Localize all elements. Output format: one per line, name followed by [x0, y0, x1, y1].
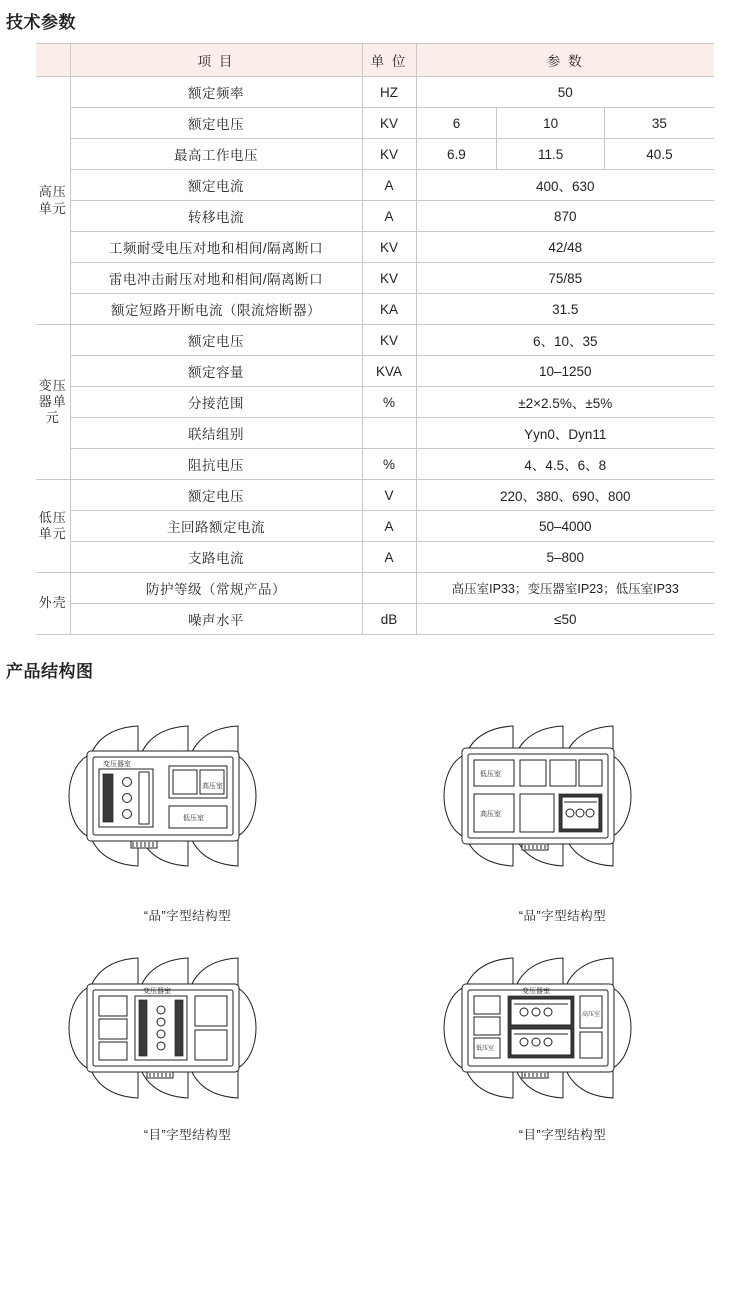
cell-item: 额定电压	[70, 325, 362, 356]
label-hv-room: 高压室	[479, 811, 501, 818]
table-row	[36, 201, 714, 232]
label-transformer-room: 变压器室	[142, 988, 171, 995]
cell-value: 220、380、690、800	[416, 480, 714, 511]
coil-a	[566, 809, 574, 817]
header-cell-item: 项 目	[70, 44, 362, 77]
cell-value: 40.5	[604, 139, 714, 170]
cell-unit: KV	[362, 263, 416, 294]
diagram-caption-3: “目”字型结构型	[143, 1128, 232, 1142]
header-cell-params: 参 数	[416, 44, 714, 77]
table-row	[36, 77, 714, 108]
table-row	[36, 108, 714, 139]
diagram-item	[0, 940, 375, 1143]
cell-value: 75/85	[416, 263, 714, 294]
label-hv-room: 高压室	[201, 783, 223, 790]
label-lv-room: 低压室	[479, 771, 501, 778]
coil-a3	[544, 1008, 552, 1016]
cell-value: 5–800	[416, 542, 714, 573]
diagram-item	[375, 940, 750, 1143]
spec-table	[36, 43, 714, 635]
table-row	[36, 294, 714, 325]
cell-value: 35	[604, 108, 714, 139]
cell-value: 31.5	[416, 294, 714, 325]
table-row	[36, 232, 714, 263]
table-row	[36, 604, 714, 635]
cell-item: 分接范围	[70, 387, 362, 418]
label-transformer-room: 变压器室	[102, 761, 131, 768]
cell-item: 额定电流	[70, 170, 362, 201]
cell-value: ±2×2.5%、±5%	[416, 387, 714, 418]
mu-type-structure-svg-1	[43, 940, 333, 1115]
cell-item: 防护等级（常规产品）	[70, 573, 362, 604]
top-cell-b	[550, 760, 576, 786]
label-hv-room: 高压室	[581, 1012, 600, 1018]
pin-type-structure-svg-2	[418, 696, 708, 896]
label-lv-room: 低压室	[475, 1046, 494, 1052]
cell-unit: KV	[362, 325, 416, 356]
coil-a2	[532, 1008, 540, 1016]
cell-unit: A	[362, 511, 416, 542]
cell-value: 6、10、35	[416, 325, 714, 356]
right-cell-b	[195, 1030, 227, 1060]
table-row	[36, 387, 714, 418]
diagram-figure-1	[43, 696, 333, 896]
diagram-figure-3	[43, 940, 333, 1115]
top-cell-a	[520, 760, 546, 786]
coil-d	[157, 1042, 165, 1050]
left-cell-a	[99, 996, 127, 1016]
cell-value: 50	[416, 77, 714, 108]
right-cell-b	[580, 1032, 602, 1058]
coil-a1	[520, 1008, 528, 1016]
left-cell-a	[474, 996, 500, 1014]
table-row	[36, 511, 714, 542]
side-panel	[139, 772, 149, 824]
label-transformer-room: 变压器室	[521, 988, 550, 995]
coil-mid	[122, 794, 131, 803]
label-lv-room: 低压室	[182, 815, 204, 822]
left-cell-b	[474, 1017, 500, 1035]
cell-unit: V	[362, 480, 416, 511]
table-row	[36, 170, 714, 201]
table-row	[36, 139, 714, 170]
cell-item: 额定电压	[70, 108, 362, 139]
transformer-core-left	[139, 1000, 147, 1056]
cell-item: 雷电冲击耐压对地和相间/隔离断口	[70, 263, 362, 294]
mid-cell	[520, 794, 554, 832]
coil-b	[157, 1018, 165, 1026]
cell-unit: HZ	[362, 77, 416, 108]
page-title-tech: 技术参数	[6, 13, 76, 32]
coil-b3	[544, 1038, 552, 1046]
table-row	[36, 325, 714, 356]
cell-item: 最高工作电压	[70, 139, 362, 170]
coil-top	[122, 778, 131, 787]
cell-value: 400、630	[416, 170, 714, 201]
table-row	[36, 356, 714, 387]
coil-c	[157, 1030, 165, 1038]
coil-a	[157, 1006, 165, 1014]
table-row	[36, 542, 714, 573]
cell-value: 870	[416, 201, 714, 232]
cell-item: 额定频率	[70, 77, 362, 108]
table-row	[36, 418, 714, 449]
table-header-row	[36, 44, 714, 77]
coil-bottom	[122, 810, 131, 819]
page-title-structure: 产品结构图	[6, 662, 94, 681]
coil-b1	[520, 1038, 528, 1046]
table-body	[36, 77, 714, 635]
diagram-item	[0, 696, 375, 924]
cell-unit: %	[362, 449, 416, 480]
cell-unit: A	[362, 542, 416, 573]
diagram-caption-4: “目”字型结构型	[518, 1128, 607, 1142]
cell-unit: KV	[362, 108, 416, 139]
cell-unit: A	[362, 170, 416, 201]
hv-room-cell-b	[200, 770, 224, 794]
cell-item: 工频耐受电压对地和相间/隔离断口	[70, 232, 362, 263]
table-row	[36, 449, 714, 480]
cell-value: 4、4.5、6、8	[416, 449, 714, 480]
cell-unit: KA	[362, 294, 416, 325]
row-group-label: 变​压​器​单​元	[36, 325, 70, 480]
row-group-label: 低​压​单​元	[36, 480, 70, 573]
cell-unit: %	[362, 387, 416, 418]
cell-value: 42/48	[416, 232, 714, 263]
diagram-caption-1: “品”字型结构型	[143, 909, 232, 923]
diagram-grid	[0, 696, 750, 1143]
cell-unit: KV	[362, 139, 416, 170]
cell-value: 6.9	[416, 139, 497, 170]
row-group-label: 高​压​单​元	[36, 77, 70, 325]
cell-unit	[362, 573, 416, 604]
coil-b	[576, 809, 584, 817]
transformer-core	[103, 774, 113, 822]
diagram-caption-2: “品”字型结构型	[518, 909, 607, 923]
coil-b2	[532, 1038, 540, 1046]
cell-item: 联结组别	[70, 418, 362, 449]
cell-value: 10	[497, 108, 605, 139]
cell-item: 主回路额定电流	[70, 511, 362, 542]
right-cell-a	[195, 996, 227, 1026]
cell-unit: dB	[362, 604, 416, 635]
cell-item: 额定电压	[70, 480, 362, 511]
cell-value: 高压室IP33；变压器室IP23；低压室IP33	[416, 573, 714, 604]
diagram-figure-4	[418, 940, 708, 1115]
table-row	[36, 480, 714, 511]
table-row	[36, 573, 714, 604]
base-foot	[522, 844, 548, 850]
cell-unit: A	[362, 201, 416, 232]
cell-value: 10–1250	[416, 356, 714, 387]
cell-value: 6	[416, 108, 497, 139]
cell-value: ≤50	[416, 604, 714, 635]
cell-value: Yyn0、Dyn11	[416, 418, 714, 449]
coil-c	[586, 809, 594, 817]
cell-item: 噪声水平	[70, 604, 362, 635]
cell-item: 额定容量	[70, 356, 362, 387]
cell-item: 转移电流	[70, 201, 362, 232]
left-cell-c	[99, 1042, 127, 1060]
pin-type-structure-svg-1	[43, 696, 333, 896]
header-cell-group	[36, 44, 70, 77]
cell-item: 额定短路开断电流（限流熔断器）	[70, 294, 362, 325]
transformer-core-right	[175, 1000, 183, 1056]
base-foot	[147, 1072, 173, 1078]
cell-value: 50–4000	[416, 511, 714, 542]
base-foot	[522, 1072, 548, 1078]
cell-value: 11.5	[497, 139, 605, 170]
top-cell-c	[579, 760, 602, 786]
table-row	[36, 263, 714, 294]
row-group-label: 外​壳	[36, 573, 70, 635]
mu-type-structure-svg-2	[418, 940, 708, 1115]
diagram-figure-2	[418, 696, 708, 896]
left-cell-b	[99, 1019, 127, 1039]
cell-item: 阻抗电压	[70, 449, 362, 480]
cell-unit: KVA	[362, 356, 416, 387]
cell-unit: KV	[362, 232, 416, 263]
hv-room-cell-a	[173, 770, 197, 794]
header-cell-unit: 单 位	[362, 44, 416, 77]
diagram-item	[375, 696, 750, 924]
table-header	[36, 44, 714, 77]
cell-unit	[362, 418, 416, 449]
cell-item: 支路电流	[70, 542, 362, 573]
